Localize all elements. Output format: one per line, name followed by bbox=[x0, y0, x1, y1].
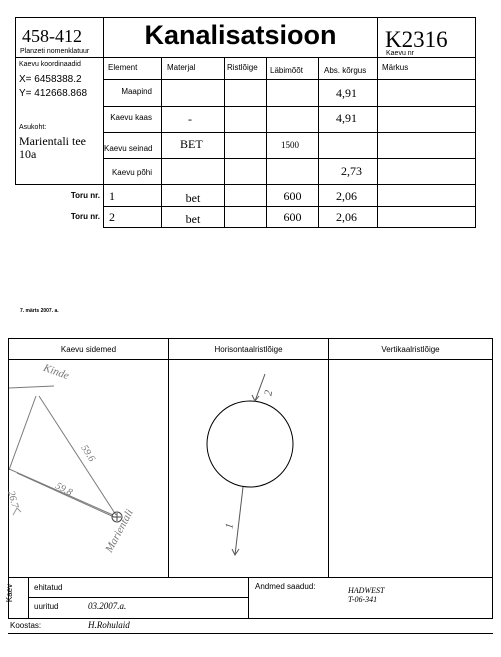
pipe-number: 1 bbox=[109, 189, 115, 203]
pipe-in-arrow-label: 2 bbox=[262, 389, 276, 397]
built-label: ehitatud bbox=[34, 583, 63, 592]
sketch-distance-3: 26.7 bbox=[5, 489, 21, 510]
pipe-out-arrow-label: 1 bbox=[223, 522, 237, 530]
pipe-diameter: 600 bbox=[283, 210, 302, 224]
table-row-abs-height: 2,73 bbox=[341, 164, 362, 178]
nomenclature-label: Planzeti nomenklatuur bbox=[20, 48, 90, 55]
table-row-element: Kaevu kaas bbox=[110, 113, 152, 122]
compiler-value: H.Rohulaid bbox=[88, 620, 130, 630]
location-sketch bbox=[9, 360, 168, 577]
address-value: Marientali tee 10a bbox=[19, 134, 86, 161]
compiler-label: Koostas: bbox=[10, 621, 42, 630]
pipe-abs-height: 2,06 bbox=[336, 210, 357, 224]
table-row-material: - bbox=[188, 112, 192, 126]
address-label: Asukoht: bbox=[19, 124, 47, 131]
coordinate-x: X= 6458388.2 bbox=[19, 74, 82, 85]
table-row-element: Kaevu põhi bbox=[111, 168, 152, 177]
col-abs-height-header: Abs. kõrgus bbox=[324, 66, 367, 75]
well-number-label: Kaevu nr bbox=[386, 50, 415, 57]
page-title: Kanalisatsioon bbox=[144, 20, 337, 50]
table-row-diameter: 1500 bbox=[281, 140, 299, 150]
sketch-road-label: Marientali bbox=[103, 507, 136, 555]
surveyed-label: uuritud bbox=[34, 602, 59, 611]
col-cross-section-header: Ristlõige bbox=[227, 63, 258, 72]
section-connections-title: Kaevu sidemed bbox=[60, 345, 117, 354]
footer-side-label: Kaev bbox=[5, 583, 14, 603]
col-diameter-header: Läbimõõt bbox=[270, 66, 303, 75]
pipe-diameter: 600 bbox=[283, 189, 302, 203]
pipe-abs-height: 2,06 bbox=[336, 189, 357, 203]
col-element-header: Element bbox=[108, 63, 138, 72]
col-material-header: Materjal bbox=[167, 63, 196, 72]
well-number-value: K2316 bbox=[385, 27, 448, 52]
sketch-street-label: Kinde bbox=[41, 361, 71, 383]
data-source-label: Andmed saadud: bbox=[255, 582, 316, 591]
horizontal-section-drawing bbox=[169, 360, 328, 577]
coordinates-label: Kaevu koordinaadid bbox=[19, 61, 81, 68]
sketch-distance-1: 59.6 bbox=[78, 443, 98, 464]
pipe-number: 2 bbox=[109, 210, 115, 224]
table-row-abs-height: 4,91 bbox=[336, 111, 357, 125]
section-vertical-title: Vertikaalristlõige bbox=[381, 345, 440, 354]
pipe-label: Toru nr. bbox=[70, 212, 100, 221]
pipe-material: bet bbox=[185, 191, 201, 205]
section-horizontal-title: Horisontaalristlõige bbox=[214, 345, 283, 354]
pipe-label: Toru nr. bbox=[70, 191, 100, 200]
pipe-material: bet bbox=[185, 212, 201, 226]
sketch-distance-2: 59.8 bbox=[53, 480, 75, 499]
table-row-element: Maapind bbox=[121, 87, 152, 96]
col-note-header: Märkus bbox=[382, 63, 409, 72]
table-row-element: Kaevu seinad bbox=[104, 144, 153, 153]
coordinate-y: Y= 412668.868 bbox=[19, 88, 88, 99]
nomenclature-value: 458-412 bbox=[22, 26, 82, 46]
data-source-value: HADWEST bbox=[348, 586, 385, 595]
surveyed-value: 03.2007.a. bbox=[88, 601, 127, 611]
table-row-material: BET bbox=[180, 137, 203, 151]
date-note: 7. märts 2007. a. bbox=[20, 308, 59, 314]
table-row-abs-height: 4,91 bbox=[336, 86, 357, 100]
data-source-reference: T-06-341 bbox=[348, 595, 378, 604]
